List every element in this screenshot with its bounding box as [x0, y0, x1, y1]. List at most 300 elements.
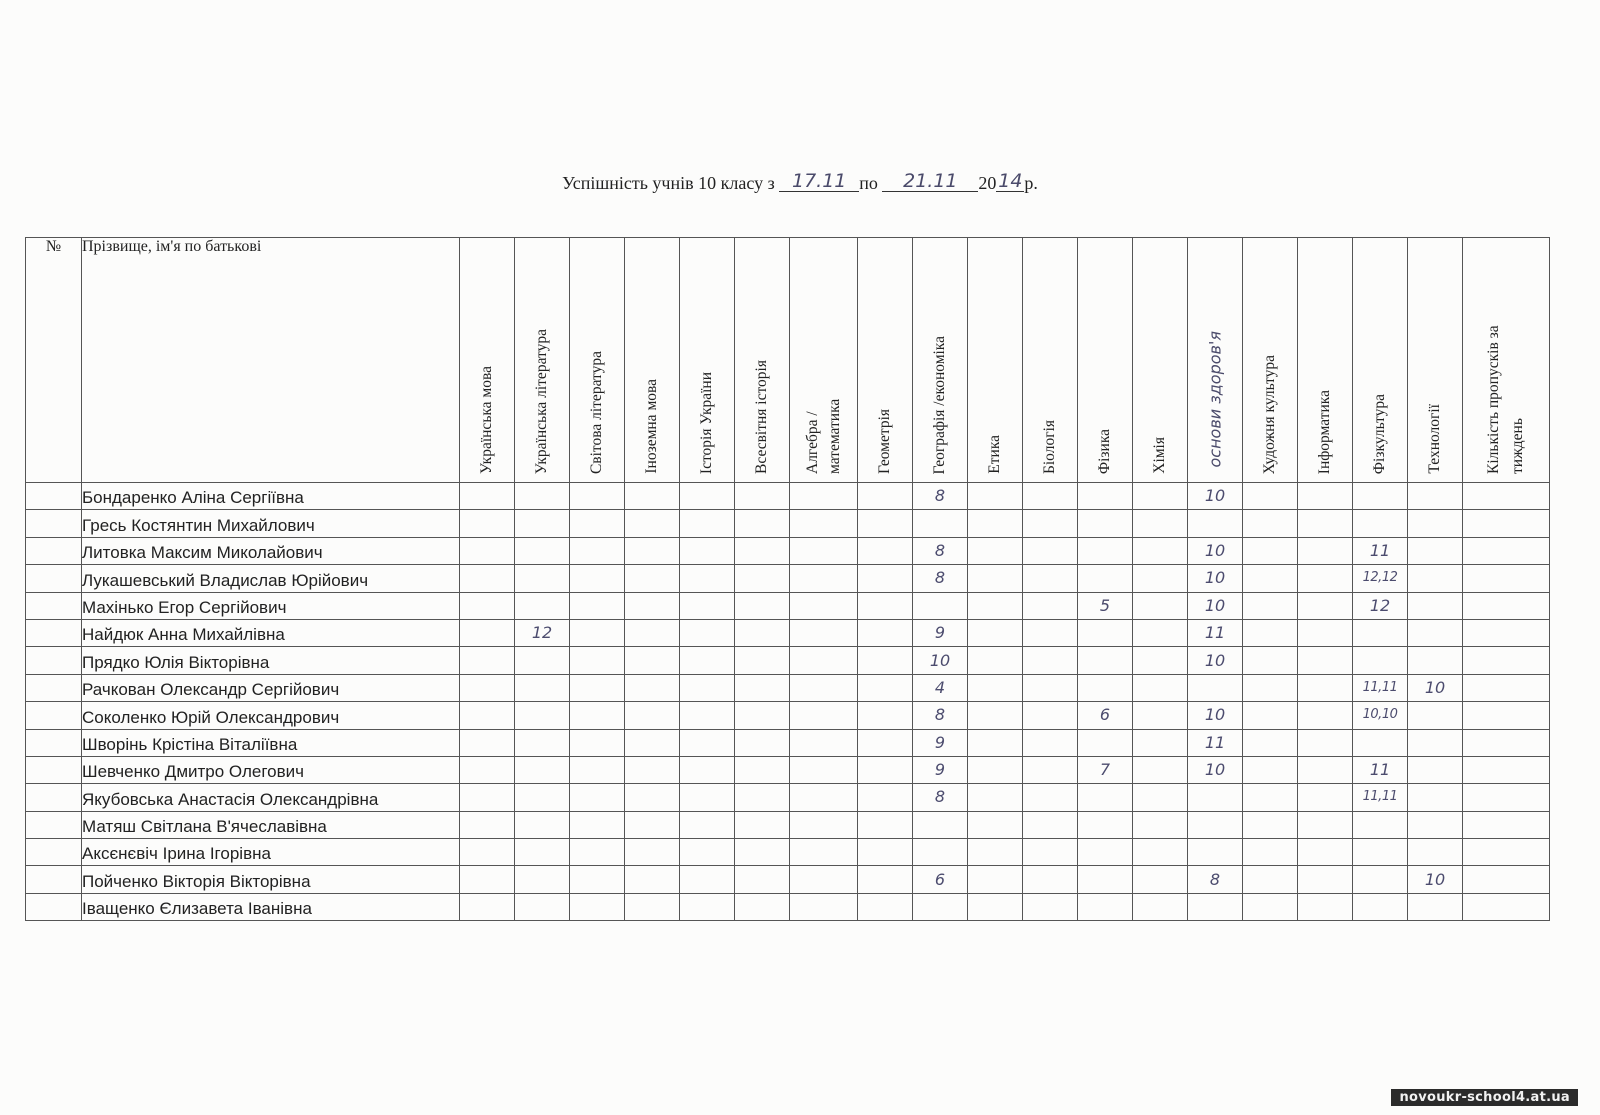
- grade-cell: [858, 647, 913, 674]
- grade-cell: [1133, 866, 1188, 893]
- grade-cell: [968, 811, 1023, 838]
- grade-cell: [1133, 702, 1188, 729]
- grade-cell: [515, 592, 570, 619]
- grade-cell: [858, 839, 913, 866]
- grade-cell: [625, 674, 680, 701]
- grade-cell: [1408, 592, 1463, 619]
- table-row: [26, 811, 1550, 838]
- student-name: Литовка Максим Миколайович: [82, 537, 460, 564]
- grade-cell: [1078, 893, 1133, 920]
- grade-cell: [1463, 784, 1550, 811]
- subject-header-label: Інформатика: [1316, 389, 1333, 474]
- grade-cell: [460, 565, 515, 592]
- grade-cell: 11: [1353, 537, 1408, 564]
- grade-cell: [968, 729, 1023, 756]
- subject-header-label: Етика: [986, 435, 1003, 474]
- subject-header: [680, 238, 735, 483]
- grade-cell: [1463, 592, 1550, 619]
- grades-table: [25, 237, 1550, 921]
- grade-cell: [1353, 647, 1408, 674]
- grade-cell: [1298, 702, 1353, 729]
- grade-cell: [460, 592, 515, 619]
- grade-cell: [1243, 839, 1298, 866]
- grade-cell: [460, 647, 515, 674]
- grade-cell: [680, 674, 735, 701]
- grade-cell: [625, 702, 680, 729]
- row-number-cell: [26, 702, 82, 729]
- grade-cell: [1298, 647, 1353, 674]
- subject-header-label: Технології: [1426, 404, 1443, 474]
- table-row: [26, 784, 1550, 811]
- grade-cell: 10: [1408, 866, 1463, 893]
- subject-header-label: Біологія: [1041, 419, 1058, 474]
- subject-header: [735, 238, 790, 483]
- grade-cell: [1023, 483, 1078, 510]
- grade-cell: [735, 674, 790, 701]
- grade-cell: [460, 619, 515, 646]
- subject-header: [1408, 238, 1463, 483]
- grade-cell: 11: [1188, 619, 1243, 646]
- student-name: Найдюк Анна Михайлівна: [82, 619, 460, 646]
- grade-cell: [1298, 893, 1353, 920]
- grade-cell: [1133, 839, 1188, 866]
- grade-cell: 10: [1188, 537, 1243, 564]
- grade-cell: [1243, 510, 1298, 537]
- grade-cell: [1133, 592, 1188, 619]
- grade-cell: [515, 893, 570, 920]
- row-number-cell: [26, 565, 82, 592]
- grade-cell: [790, 592, 858, 619]
- grade-cell: [1188, 893, 1243, 920]
- grade-cell: [460, 510, 515, 537]
- grade-cell: 8: [913, 784, 968, 811]
- grade-cell: [1078, 839, 1133, 866]
- row-number-cell: [26, 674, 82, 701]
- grade-cell: [790, 893, 858, 920]
- grade-cell: [790, 674, 858, 701]
- grade-cell: 10: [1188, 592, 1243, 619]
- grade-cell: [625, 729, 680, 756]
- student-name: Іващенко Єлизавета Іванівна: [82, 893, 460, 920]
- grade-cell: [1463, 647, 1550, 674]
- title-from-date: 17.11: [779, 172, 859, 192]
- grade-cell: [1023, 702, 1078, 729]
- grade-cell: [790, 702, 858, 729]
- grade-cell: [1133, 811, 1188, 838]
- grade-cell: [1023, 756, 1078, 783]
- grade-cell: [1298, 483, 1353, 510]
- grade-cell: [1463, 893, 1550, 920]
- grade-cell: [790, 483, 858, 510]
- grade-cell: [1023, 537, 1078, 564]
- grade-cell: [790, 756, 858, 783]
- grade-cell: [1243, 729, 1298, 756]
- grade-cell: 10: [1188, 647, 1243, 674]
- subject-header: [1078, 238, 1133, 483]
- grade-cell: [460, 674, 515, 701]
- grade-cell: [968, 839, 1023, 866]
- grade-cell: [570, 839, 625, 866]
- grade-cell: [625, 483, 680, 510]
- grade-cell: 6: [913, 866, 968, 893]
- student-name: Махінько Егор Сергійович: [82, 592, 460, 619]
- grade-cell: [460, 893, 515, 920]
- grade-cell: [913, 510, 968, 537]
- table-row: [26, 674, 1550, 701]
- grade-cell: [625, 811, 680, 838]
- grade-cell: [460, 784, 515, 811]
- grade-cell: [1408, 510, 1463, 537]
- grade-cell: [1408, 565, 1463, 592]
- grade-cell: [858, 565, 913, 592]
- grade-cell: [1133, 893, 1188, 920]
- grade-cell: [1298, 565, 1353, 592]
- subject-header: [1243, 238, 1298, 483]
- grade-cell: 11,11: [1353, 674, 1408, 701]
- grades-body: [26, 483, 1550, 921]
- grade-cell: [515, 483, 570, 510]
- grade-cell: 12,12: [1353, 565, 1408, 592]
- table-row: [26, 483, 1550, 510]
- grade-cell: [570, 592, 625, 619]
- subject-header: [625, 238, 680, 483]
- grade-cell: [968, 537, 1023, 564]
- student-name: Пойченко Вікторія Вікторівна: [82, 866, 460, 893]
- grade-cell: [515, 510, 570, 537]
- grade-cell: [790, 866, 858, 893]
- grade-cell: [968, 893, 1023, 920]
- grade-cell: 6: [1078, 702, 1133, 729]
- student-name: Гресь Костянтин Михайлович: [82, 510, 460, 537]
- grade-cell: [1078, 866, 1133, 893]
- grade-cell: [460, 839, 515, 866]
- grade-cell: [1023, 729, 1078, 756]
- grade-cell: [1133, 565, 1188, 592]
- grade-cell: [735, 619, 790, 646]
- subject-header-label: Фізика: [1096, 428, 1113, 474]
- grade-cell: [515, 784, 570, 811]
- grade-cell: [1408, 729, 1463, 756]
- grade-cell: [680, 702, 735, 729]
- grade-cell: [460, 756, 515, 783]
- grade-cell: 10,10: [1353, 702, 1408, 729]
- grade-cell: [735, 537, 790, 564]
- row-number-cell: [26, 893, 82, 920]
- grade-cell: [570, 729, 625, 756]
- grade-cell: [1243, 592, 1298, 619]
- grade-cell: [1023, 592, 1078, 619]
- grade-cell: 9: [913, 619, 968, 646]
- student-name: Рачкован Олександр Сергійович: [82, 674, 460, 701]
- grade-cell: [515, 674, 570, 701]
- grade-cell: [1078, 537, 1133, 564]
- row-number-cell: [26, 537, 82, 564]
- grade-cell: [1243, 565, 1298, 592]
- grade-cell: [735, 592, 790, 619]
- subject-header: [858, 238, 913, 483]
- grade-cell: [1408, 647, 1463, 674]
- student-name: Шевченко Дмитро Олегович: [82, 756, 460, 783]
- subject-header: [515, 238, 570, 483]
- grade-cell: [1463, 839, 1550, 866]
- grade-cell: [1353, 811, 1408, 838]
- grade-cell: [1023, 784, 1078, 811]
- grade-cell: [1023, 893, 1078, 920]
- grade-cell: [790, 510, 858, 537]
- grade-cell: 5: [1078, 592, 1133, 619]
- grade-cell: [1298, 674, 1353, 701]
- title-end: р.: [1024, 173, 1038, 193]
- grade-cell: [858, 702, 913, 729]
- grade-cell: [1023, 674, 1078, 701]
- table-row: [26, 592, 1550, 619]
- subject-header-label: Художня культура: [1261, 354, 1278, 474]
- grade-cell: [460, 702, 515, 729]
- grade-cell: [1298, 839, 1353, 866]
- title-prefix: Успішність учнів 10 класу з: [562, 173, 775, 193]
- grade-cell: [1408, 811, 1463, 838]
- subject-header-label: Світова література: [588, 350, 605, 474]
- table-row: [26, 537, 1550, 564]
- student-name: Якубовська Анастасія Олександрівна: [82, 784, 460, 811]
- row-number-cell: [26, 839, 82, 866]
- grade-cell: [968, 674, 1023, 701]
- grade-cell: [968, 483, 1023, 510]
- subject-header-label: Українська мова: [478, 366, 495, 474]
- grade-cell: [515, 756, 570, 783]
- table-row: [26, 647, 1550, 674]
- grade-cell: [625, 565, 680, 592]
- subject-header-label: Алгебра /: [803, 411, 821, 474]
- subject-header-label-2: математика: [825, 398, 843, 474]
- grade-cell: [735, 839, 790, 866]
- grade-cell: [680, 893, 735, 920]
- grade-cell: [1023, 619, 1078, 646]
- student-name: Бондаренко Аліна Сергіївна: [82, 483, 460, 510]
- grade-cell: [1023, 839, 1078, 866]
- grade-cell: [570, 866, 625, 893]
- grade-cell: [1078, 784, 1133, 811]
- grade-cell: [570, 811, 625, 838]
- grade-cell: [570, 702, 625, 729]
- grade-cell: [680, 756, 735, 783]
- grade-cell: [858, 811, 913, 838]
- title-year-suffix: 14: [998, 170, 1023, 192]
- grade-cell: [1188, 510, 1243, 537]
- grade-cell: [625, 619, 680, 646]
- grade-cell: [858, 592, 913, 619]
- grade-cell: 11,11: [1353, 784, 1408, 811]
- grade-cell: [735, 784, 790, 811]
- grade-cell: [515, 537, 570, 564]
- grade-cell: [625, 839, 680, 866]
- grade-cell: [968, 647, 1023, 674]
- grade-cell: [1023, 811, 1078, 838]
- grade-cell: [858, 729, 913, 756]
- subject-header-label: Фізкультура: [1371, 393, 1388, 474]
- grade-cell: [680, 510, 735, 537]
- grade-cell: [1243, 647, 1298, 674]
- grade-cell: [1298, 510, 1353, 537]
- grade-cell: [1463, 510, 1550, 537]
- row-number-cell: [26, 619, 82, 646]
- grade-cell: [735, 729, 790, 756]
- grade-cell: [460, 866, 515, 893]
- grade-cell: [1298, 537, 1353, 564]
- subject-header: [570, 238, 625, 483]
- grade-cell: [968, 565, 1023, 592]
- document-title: [0, 172, 1600, 194]
- grade-cell: [515, 702, 570, 729]
- grade-cell: 10: [913, 647, 968, 674]
- table-row: [26, 702, 1550, 729]
- student-name: Аксєнєвіч Ірина Ігорівна: [82, 839, 460, 866]
- grade-cell: [913, 811, 968, 838]
- grade-cell: [680, 811, 735, 838]
- grade-cell: [460, 483, 515, 510]
- grade-cell: [1243, 756, 1298, 783]
- grade-cell: [570, 756, 625, 783]
- grade-cell: [1133, 729, 1188, 756]
- grade-cell: 11: [1188, 729, 1243, 756]
- subject-header-label-group: [802, 239, 846, 474]
- subject-header: [968, 238, 1023, 483]
- grade-cell: [790, 565, 858, 592]
- grade-cell: [1078, 483, 1133, 510]
- grade-cell: [913, 592, 968, 619]
- row-number-cell: [26, 784, 82, 811]
- grade-cell: [1408, 702, 1463, 729]
- grade-cell: [625, 510, 680, 537]
- grade-cell: [1023, 647, 1078, 674]
- grade-cell: [625, 592, 680, 619]
- grade-cell: [460, 537, 515, 564]
- grade-cell: [625, 866, 680, 893]
- subject-header-label: Географія /економіка: [931, 335, 948, 474]
- subject-header-label: основи здоров'я: [1205, 331, 1225, 468]
- grade-cell: [968, 510, 1023, 537]
- grade-cell: [1243, 702, 1298, 729]
- grade-cell: [858, 784, 913, 811]
- grade-cell: [570, 893, 625, 920]
- grade-cell: [1298, 784, 1353, 811]
- grade-cell: [570, 537, 625, 564]
- grade-cell: [1408, 483, 1463, 510]
- subject-header-label: Всесвітня історія: [753, 360, 770, 474]
- grade-cell: [1243, 893, 1298, 920]
- subject-header: [1133, 238, 1188, 483]
- grade-cell: [1298, 592, 1353, 619]
- grade-cell: [1243, 811, 1298, 838]
- grade-cell: [1243, 784, 1298, 811]
- grade-cell: [913, 893, 968, 920]
- grade-cell: 8: [913, 702, 968, 729]
- grade-cell: [790, 784, 858, 811]
- grade-cell: 10: [1188, 565, 1243, 592]
- subject-header: [913, 238, 968, 483]
- row-number-cell: [26, 647, 82, 674]
- grade-cell: [515, 647, 570, 674]
- title-middle: по: [859, 173, 878, 193]
- grade-cell: [858, 866, 913, 893]
- grade-cell: [790, 647, 858, 674]
- grade-cell: [790, 811, 858, 838]
- grade-cell: [1188, 784, 1243, 811]
- grade-cell: [1023, 510, 1078, 537]
- grade-cell: [968, 619, 1023, 646]
- grade-cell: [1463, 866, 1550, 893]
- grade-cell: [968, 866, 1023, 893]
- grade-cell: [858, 893, 913, 920]
- grade-cell: [1298, 866, 1353, 893]
- grade-cell: [1463, 756, 1550, 783]
- grade-cell: 8: [1188, 866, 1243, 893]
- subject-header-label: Геометрія: [876, 409, 893, 474]
- row-number-cell: [26, 811, 82, 838]
- row-number-cell: [26, 756, 82, 783]
- grade-cell: [1243, 866, 1298, 893]
- grade-cell: [1133, 784, 1188, 811]
- grade-cell: [515, 866, 570, 893]
- grade-cell: [735, 893, 790, 920]
- grade-cell: [1353, 893, 1408, 920]
- grade-cell: [460, 729, 515, 756]
- grade-cell: [735, 866, 790, 893]
- grade-cell: 9: [913, 756, 968, 783]
- number-column-header: №: [26, 238, 82, 483]
- student-name: Шворінь Крістіна Віталіївна: [82, 729, 460, 756]
- grade-cell: [968, 702, 1023, 729]
- grade-cell: 8: [913, 483, 968, 510]
- grade-cell: [680, 483, 735, 510]
- grade-cell: [735, 702, 790, 729]
- grade-cell: [515, 839, 570, 866]
- grade-cell: [680, 592, 735, 619]
- grade-cell: [680, 729, 735, 756]
- grade-cell: [1463, 565, 1550, 592]
- grade-cell: [515, 729, 570, 756]
- grade-cell: [790, 729, 858, 756]
- grade-cell: [1353, 729, 1408, 756]
- grade-cell: [1463, 729, 1550, 756]
- grade-cell: [1298, 619, 1353, 646]
- grade-cell: [1243, 483, 1298, 510]
- grade-cell: [1188, 811, 1243, 838]
- subject-header: [1023, 238, 1078, 483]
- grade-cell: [1408, 756, 1463, 783]
- grade-cell: [680, 647, 735, 674]
- grade-cell: 9: [913, 729, 968, 756]
- grade-cell: [1133, 647, 1188, 674]
- table-row: [26, 565, 1550, 592]
- grade-cell: 10: [1188, 756, 1243, 783]
- grade-cell: [680, 784, 735, 811]
- grade-cell: [858, 537, 913, 564]
- grade-cell: [1463, 619, 1550, 646]
- grade-cell: 4: [913, 674, 968, 701]
- grade-cell: [858, 510, 913, 537]
- grade-cell: 10: [1188, 483, 1243, 510]
- grade-cell: [570, 647, 625, 674]
- subject-header-label: Кількість пропусків за тиждень: [1485, 325, 1526, 474]
- row-number-cell: [26, 592, 82, 619]
- subject-header: [1353, 238, 1408, 483]
- grade-cell: [1353, 619, 1408, 646]
- grade-cell: [913, 839, 968, 866]
- grade-cell: [1298, 729, 1353, 756]
- grade-cell: [1133, 510, 1188, 537]
- grade-cell: [1408, 537, 1463, 564]
